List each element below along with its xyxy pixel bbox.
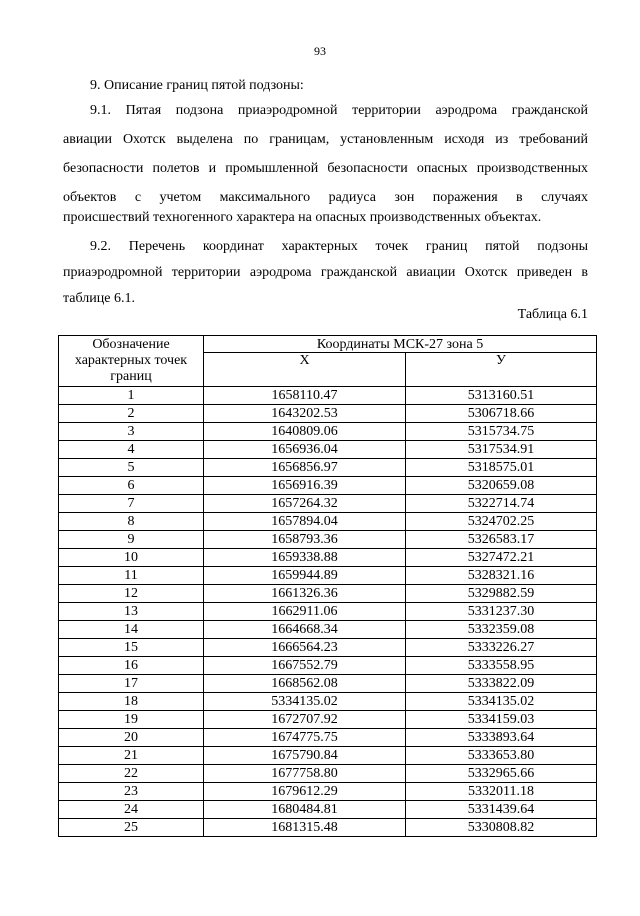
para1-line: авиации Охотск выделена по границам, установленным исходя из требований [63,132,588,147]
point-number-cell: 2 [59,405,204,423]
y-coordinate-cell: 5315734.75 [406,423,597,441]
y-coordinate-cell: 5330808.82 [406,819,597,837]
para1-line: безопасности полетов и промышленной безопасности опасных производственных [63,161,588,176]
y-coordinate-cell: 5333558.95 [406,657,597,675]
table-row [59,657,597,675]
y-coordinate-cell: 5329882.59 [406,585,597,603]
table-row [59,765,597,783]
y-coordinate-cell: 5331439.64 [406,801,597,819]
y-coordinate-cell: 5313160.51 [406,387,597,405]
x-coordinate-cell: 1666564.23 [204,639,406,657]
point-number-cell: 23 [59,783,204,801]
point-number-cell: 4 [59,441,204,459]
para2-line: таблице 6.1. [63,291,135,306]
point-number-cell: 13 [59,603,204,621]
y-coordinate-cell: 5326583.17 [406,531,597,549]
point-number-cell: 20 [59,729,204,747]
y-coordinate-cell: 5327472.21 [406,549,597,567]
table-row [59,729,597,747]
table-row [59,747,597,765]
x-coordinate-cell: 1658110.47 [204,387,406,405]
point-number-cell: 19 [59,711,204,729]
x-coordinate-cell: 1662911.06 [204,603,406,621]
y-coordinate-cell: 5333653.80 [406,747,597,765]
point-number-cell: 22 [59,765,204,783]
x-coordinate-cell: 1680484.81 [204,801,406,819]
x-coordinate-cell: 1672707.92 [204,711,406,729]
table-row [59,387,597,405]
table-row [59,603,597,621]
y-coordinate-cell: 5333822.09 [406,675,597,693]
coordinates-table [58,335,597,837]
header-coords: Координаты МСК-27 зона 5 [204,336,597,353]
point-number-cell: 10 [59,549,204,567]
x-coordinate-cell: 1664668.34 [204,621,406,639]
point-number-cell: 14 [59,621,204,639]
y-coordinate-cell: 5317534.91 [406,441,597,459]
para1-line: объектов с учетом максимального радиуса зон поражения в случаях [63,190,588,205]
y-coordinate-cell: 5324702.25 [406,513,597,531]
section-heading: 9. Описание границ пятой подзоны: [90,78,304,93]
point-number-cell: 6 [59,477,204,495]
para1-line: 9.1. Пятая подзона приаэродромной территории аэродрома гражданской [90,103,588,118]
y-coordinate-cell: 5332965.66 [406,765,597,783]
table-row [59,405,597,423]
y-coordinate-cell: 5334159.03 [406,711,597,729]
table-row [59,801,597,819]
table-row [59,693,597,711]
x-coordinate-cell: 1681315.48 [204,819,406,837]
point-number-cell: 5 [59,459,204,477]
y-coordinate-cell: 5331237.30 [406,603,597,621]
point-number-cell: 11 [59,567,204,585]
table-row [59,423,597,441]
x-coordinate-cell: 1661326.36 [204,585,406,603]
table-row [59,621,597,639]
page-number: 93 [314,44,326,58]
table-row [59,639,597,657]
point-number-cell: 24 [59,801,204,819]
point-number-cell: 3 [59,423,204,441]
y-coordinate-cell: 5322714.74 [406,495,597,513]
x-coordinate-cell: 1679612.29 [204,783,406,801]
table-row [59,495,597,513]
point-number-cell: 7 [59,495,204,513]
y-coordinate-cell: 5318575.01 [406,459,597,477]
table-row [59,531,597,549]
x-coordinate-cell: 1675790.84 [204,747,406,765]
table-row [59,585,597,603]
x-coordinate-cell: 1677758.80 [204,765,406,783]
table-row [59,513,597,531]
point-number-cell: 9 [59,531,204,549]
table-row [59,711,597,729]
point-number-cell: 1 [59,387,204,405]
y-coordinate-cell: 5333893.64 [406,729,597,747]
x-coordinate-cell: 1656936.04 [204,441,406,459]
x-coordinate-cell: 1674775.75 [204,729,406,747]
para2-line: приаэродромной территории аэродрома гражданской авиации Охотск приведен в [63,265,588,280]
header-x: Х [204,353,406,387]
table-row [59,459,597,477]
x-coordinate-cell: 1658793.36 [204,531,406,549]
x-coordinate-cell: 1668562.08 [204,675,406,693]
x-coordinate-cell: 1659338.88 [204,549,406,567]
table-body [59,387,597,837]
table-row [59,477,597,495]
x-coordinate-cell: 5334135.02 [204,693,406,711]
para1-line: происшествий техногенного характера на опасных производственных объектах. [63,210,542,225]
y-coordinate-cell: 5328321.16 [406,567,597,585]
header-y: У [406,353,597,387]
point-number-cell: 8 [59,513,204,531]
x-coordinate-cell: 1657894.04 [204,513,406,531]
y-coordinate-cell: 5320659.08 [406,477,597,495]
x-coordinate-cell: 1656856.97 [204,459,406,477]
table-caption: Таблица 6.1 [517,307,588,322]
x-coordinate-cell: 1640809.06 [204,423,406,441]
header-point: Обозначение характерных точек границ [59,336,204,387]
y-coordinate-cell: 5332011.18 [406,783,597,801]
x-coordinate-cell: 1657264.32 [204,495,406,513]
table-row [59,675,597,693]
table-row [59,567,597,585]
x-coordinate-cell: 1659944.89 [204,567,406,585]
point-number-cell: 18 [59,693,204,711]
y-coordinate-cell: 5306718.66 [406,405,597,423]
point-number-cell: 12 [59,585,204,603]
x-coordinate-cell: 1656916.39 [204,477,406,495]
y-coordinate-cell: 5333226.27 [406,639,597,657]
point-number-cell: 16 [59,657,204,675]
table-row [59,549,597,567]
y-coordinate-cell: 5334135.02 [406,693,597,711]
y-coordinate-cell: 5332359.08 [406,621,597,639]
table-row [59,783,597,801]
point-number-cell: 21 [59,747,204,765]
x-coordinate-cell: 1643202.53 [204,405,406,423]
point-number-cell: 15 [59,639,204,657]
table-row [59,441,597,459]
point-number-cell: 17 [59,675,204,693]
para2-line: 9.2. Перечень координат характерных точек границ пятой подзоны [90,239,588,254]
table-row [59,819,597,837]
x-coordinate-cell: 1667552.79 [204,657,406,675]
point-number-cell: 25 [59,819,204,837]
